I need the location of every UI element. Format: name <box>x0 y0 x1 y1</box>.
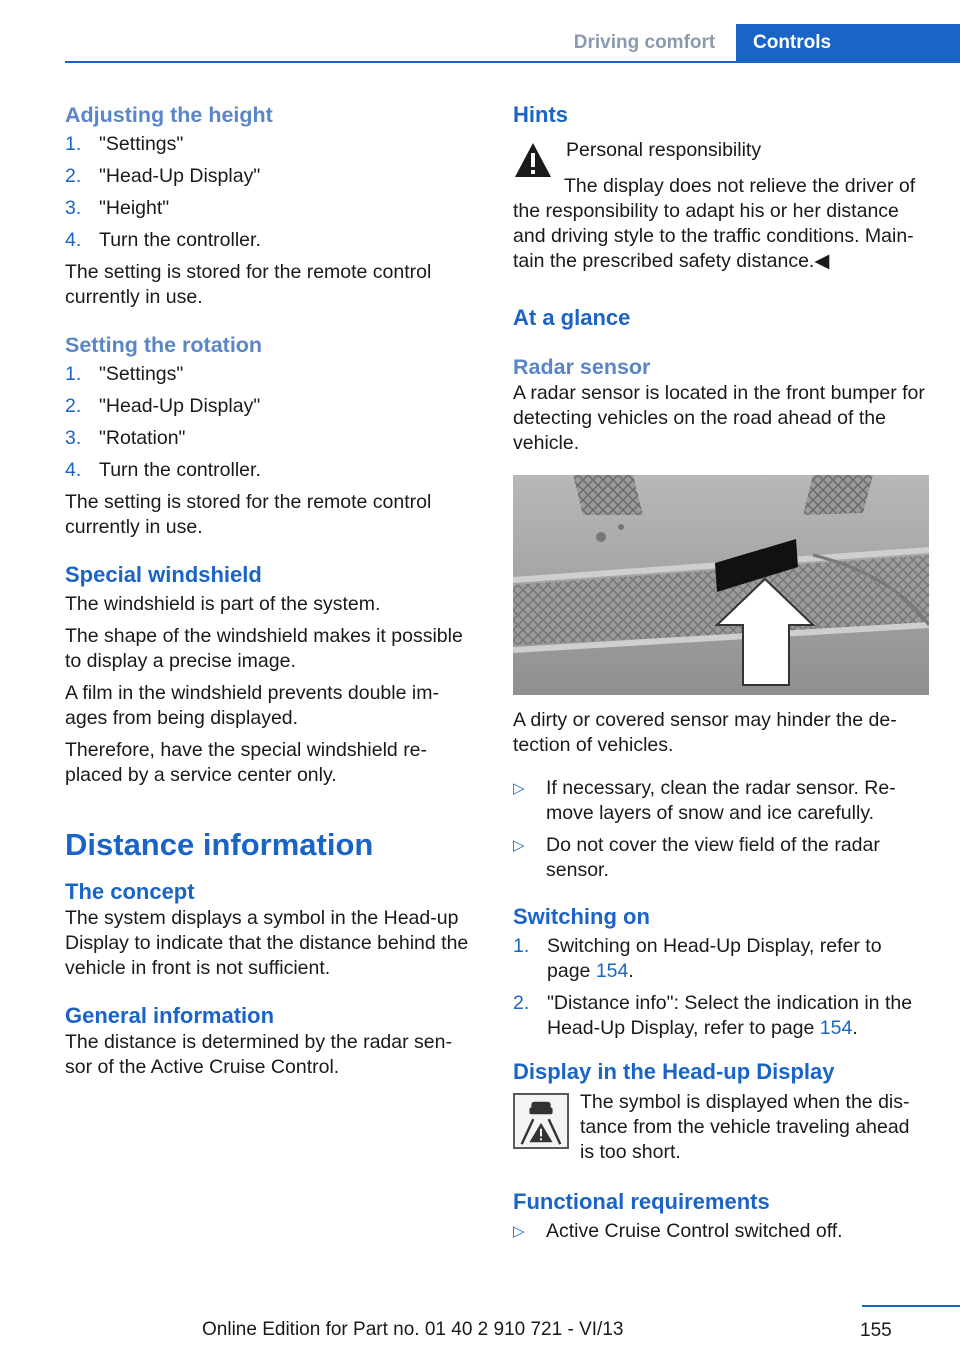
windshield-p1: The windshield is part of the system. <box>65 593 381 615</box>
footer-edition: Online Edition for Part no. 01 40 2 910 721 - VI/13 <box>202 1319 624 1340</box>
switching-steps <box>513 934 929 1041</box>
requirements-heading: Functional requirements <box>513 1189 770 1214</box>
footer-rule <box>862 1305 960 1307</box>
windshield-p2: The shape of the windshield makes it possible to display a precise image. <box>65 625 463 672</box>
windshield-heading: Special windshield <box>65 562 262 587</box>
glance-heading: At a glance <box>513 305 631 330</box>
list-item: 3. "Height" <box>65 197 170 219</box>
after-image-text: A dirty or covered sensor may hinder the de‐ tection of vehicles. <box>513 709 897 756</box>
list-item: ▷ Do not cover the view field of the radar sensor. <box>513 834 880 881</box>
concept-text: The system displays a symbol in the Head-up Display to indicate that the distance behind the vehicle in front is not sufficient. <box>65 907 469 979</box>
general-heading: General information <box>65 1003 275 1028</box>
concept-heading: The concept <box>65 879 195 904</box>
warning-text: The display does not relieve the driver of the responsibility to adapt his or her distance and driving style to the traffic conditions. Main‐ tain the prescribed safety distance.◀ <box>513 175 916 272</box>
list-item: 2. "Distance info": Select the indication in the Head-Up Display, refer to page 154. <box>513 992 913 1039</box>
page-link[interactable]: 154 <box>595 960 629 982</box>
list-item: ▷ Active Cruise Control switched off. <box>513 1220 843 1242</box>
right-column <box>513 101 929 1251</box>
sensor-bullets <box>513 776 929 883</box>
rotation-heading: Setting the rotation <box>65 333 263 357</box>
left-column <box>65 101 481 1080</box>
header-section-tab: Driving comfort <box>573 32 716 53</box>
list-item: 4. Turn the controller. <box>65 229 261 251</box>
warning-title: Personal responsibility <box>566 139 762 161</box>
list-item: ▷ If necessary, clean the radar sensor. Re‐ move layers of snow and ice carefully. <box>513 777 896 824</box>
display-text: The symbol is displayed when the dis‐ tance from the vehicle traveling ahead is too short. <box>580 1091 910 1163</box>
radar-text: A radar sensor is located in the front bumper for detecting vehicles on the road ahead of the vehicle. <box>513 382 925 454</box>
list-item: 1. Switching on Head-Up Display, refer to page 154. <box>513 935 882 982</box>
radar-heading: Radar sensor <box>513 355 651 379</box>
general-text: The distance is determined by the radar sen‐ sor of the Active Cruise Control. <box>65 1031 452 1078</box>
list-item: 2. "Head-Up Display" <box>65 165 261 187</box>
bullet-triangle-icon: ▷ <box>513 780 525 797</box>
distance-heading: Distance information <box>65 827 374 862</box>
adjust-height-note: The setting is stored for the remote control currently in use. <box>65 261 432 308</box>
page-link[interactable]: 154 <box>819 1017 853 1039</box>
rotation-note: The setting is stored for the remote control currently in use. <box>65 491 432 538</box>
rotation-steps <box>65 362 481 483</box>
header-chapter-label: Controls <box>753 32 832 53</box>
bullet-triangle-icon: ▷ <box>513 837 525 854</box>
display-heading: Display in the Head-up Display <box>513 1059 835 1084</box>
header-rule <box>65 61 960 63</box>
list-item: 2. "Head-Up Display" <box>65 395 261 417</box>
display-block <box>513 1090 929 1165</box>
adjust-height-heading: Adjusting the height <box>65 103 273 127</box>
switching-heading: Switching on <box>513 904 650 929</box>
list-item: 3. "Rotation" <box>65 427 186 449</box>
hints-heading: Hints <box>513 102 568 127</box>
requirements-bullets <box>513 1219 929 1244</box>
windshield-p3: A film in the windshield prevents double im‐ ages from being displayed. <box>65 682 439 729</box>
page-number: 155 <box>860 1320 892 1341</box>
list-item: 1. "Settings" <box>65 133 184 155</box>
adjust-height-steps <box>65 132 481 253</box>
windshield-p4: Therefore, have the special windshield re‐ placed by a service center only. <box>65 739 428 786</box>
list-item: 4. Turn the controller. <box>65 459 261 481</box>
header-chapter-tab <box>736 24 960 62</box>
distance-warning-icon <box>513 1093 569 1149</box>
list-item: 1. "Settings" <box>65 363 184 385</box>
warning-icon <box>513 140 553 180</box>
warning-block <box>513 138 929 274</box>
bullet-triangle-icon: ▷ <box>513 1223 525 1240</box>
radar-sensor-image <box>513 475 929 695</box>
